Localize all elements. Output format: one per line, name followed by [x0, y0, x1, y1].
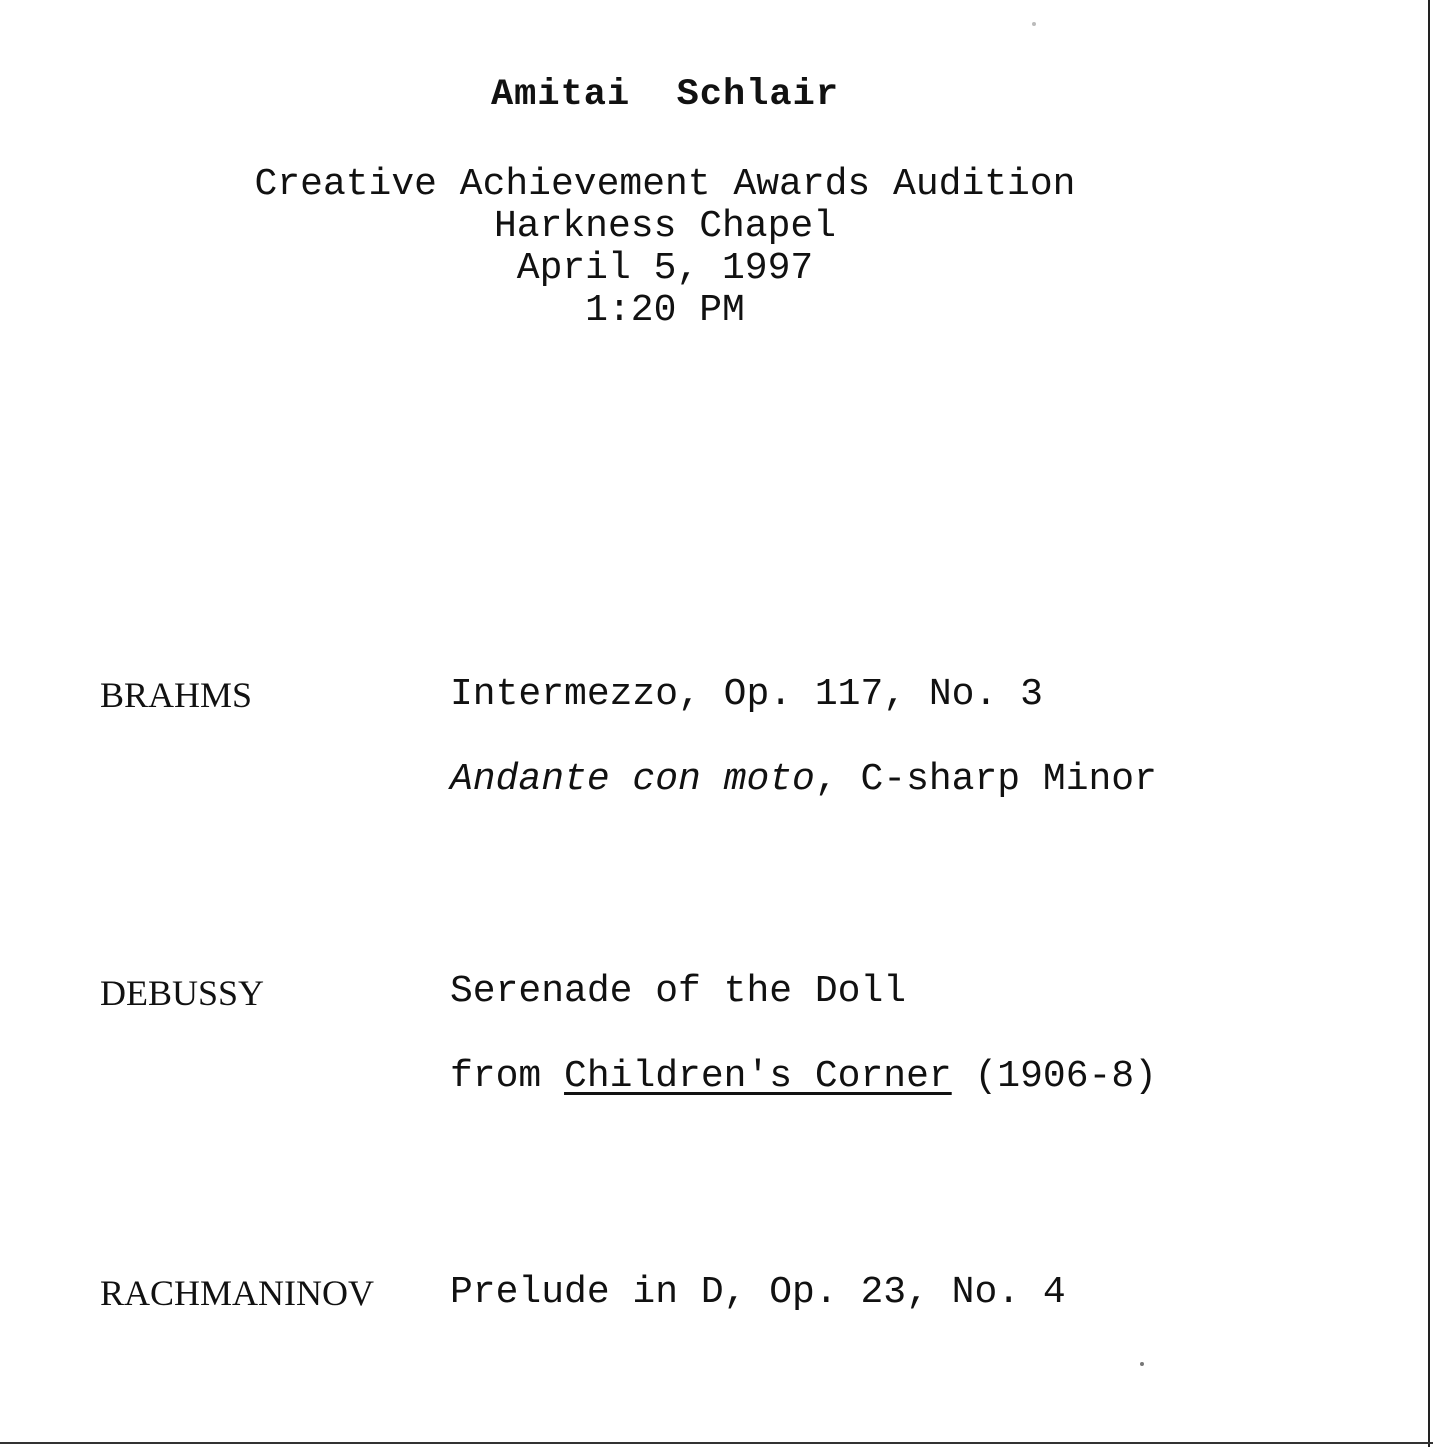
tempo-marking: Andante con moto	[450, 758, 815, 801]
work-title-debussy: Serenade of the Doll	[450, 970, 907, 1013]
scan-edge-bottom	[0, 1442, 1433, 1444]
scan-edge-right	[1428, 0, 1430, 1447]
event-date: April 5, 1997	[516, 247, 814, 290]
venue: Harkness Chapel	[493, 205, 837, 248]
work-detail-debussy	[450, 1055, 1157, 1098]
from-text: from	[450, 1055, 565, 1098]
composer-brahms: BRAHMS	[100, 675, 253, 715]
years-text: (1906-8)	[951, 1055, 1157, 1098]
performer-name: Amitai Schlair	[490, 74, 840, 116]
work-detail-brahms	[450, 758, 1157, 801]
collection-title: Children's Corner	[564, 1055, 952, 1098]
event-title: Creative Achievement Awards Audition	[254, 163, 1076, 206]
work-title-rachmaninov: Prelude in D, Op. 23, No. 4	[450, 1271, 1066, 1314]
key-text: , C-sharp Minor	[814, 758, 1157, 801]
scan-speck	[1032, 22, 1036, 26]
composer-rachmaninov: RACHMANINOV	[100, 1273, 375, 1313]
event-time: 1:20 PM	[585, 289, 745, 332]
scan-speck	[1140, 1362, 1144, 1366]
work-title-brahms: Intermezzo, Op. 117, No. 3	[450, 673, 1043, 716]
composer-debussy: DEBUSSY	[100, 973, 265, 1013]
